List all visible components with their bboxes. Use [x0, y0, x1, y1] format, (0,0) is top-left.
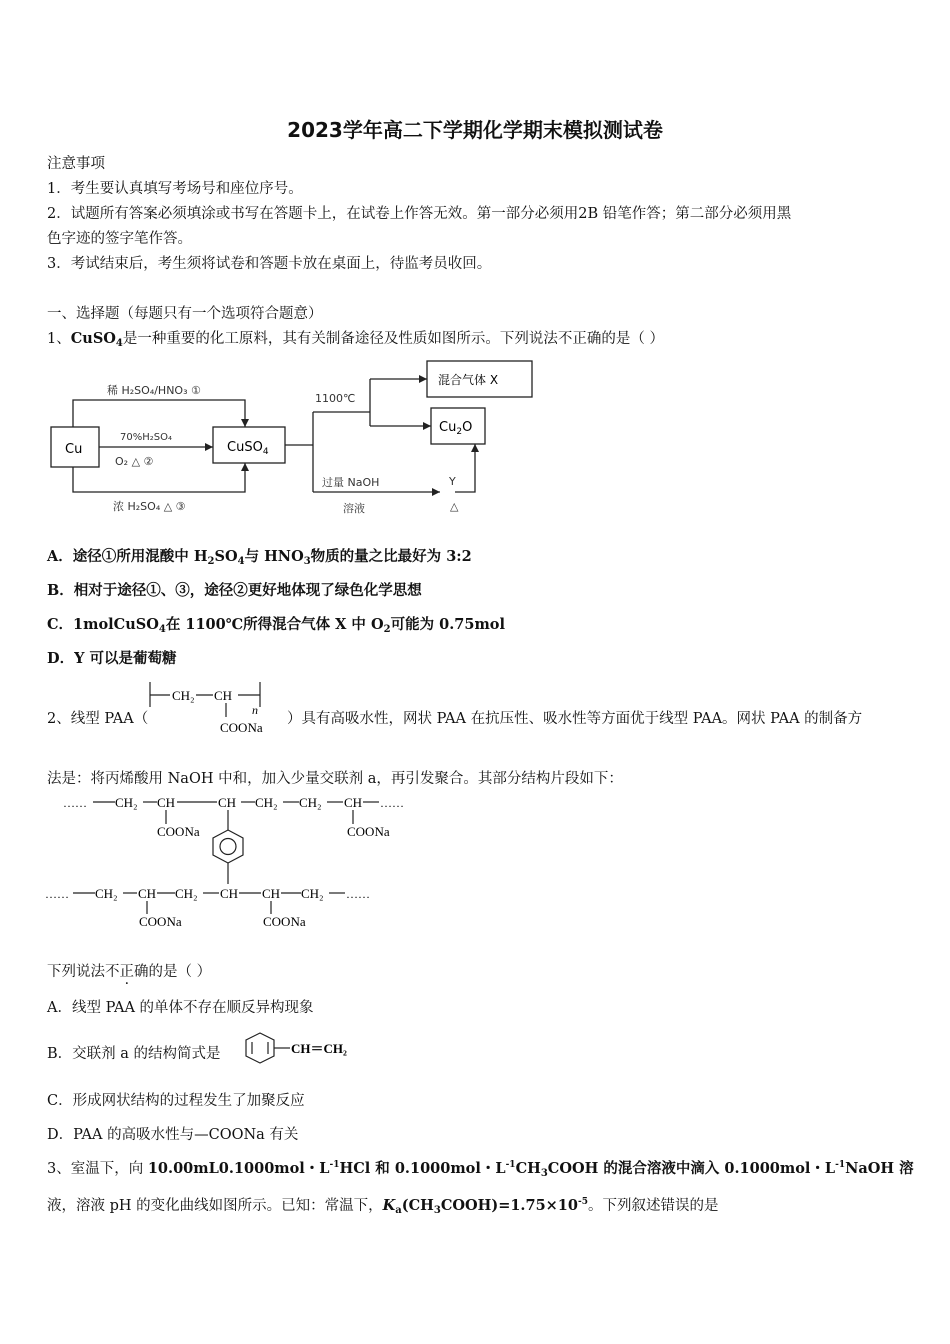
svg-text:CH₂: CH₂	[301, 886, 324, 901]
svg-text:CH: CH	[157, 795, 176, 810]
page-title: 2023学年高二下学期化学期末模拟测试卷	[287, 118, 663, 142]
cu-label: Cu	[65, 442, 83, 457]
section-heading: 一、选择题（每题只有一个选项符合题意）	[47, 306, 323, 322]
q1-option-d: D．Y 可以是葡萄糖	[47, 650, 177, 667]
svg-text:……: ……	[63, 796, 87, 810]
svg-text:CH: CH	[220, 886, 239, 901]
q3-stem-line2: 液，溶液 pH 的变化曲线如图所示。已知：常温下，$K_a(CH_3COOH)=1.75\times 10^{-5}$。下列叙述错误的是	[47, 1197, 719, 1216]
arrow-route1	[241, 419, 249, 427]
svg-text:CH₂: CH₂	[175, 886, 198, 901]
notice-item-3: 3．考试结束后，考生须将试卷和答题卡放在桌面上，待监考员收回。	[47, 256, 492, 272]
svg-text:COONa: COONa	[220, 720, 263, 735]
arrow-route3	[241, 463, 249, 471]
svg-text:COONa: COONa	[139, 914, 182, 929]
gas-x-label: 混合气体 X	[438, 373, 499, 387]
solution-label: 溶液	[343, 502, 365, 515]
svg-text:CH₂: CH₂	[299, 795, 322, 810]
svg-text:COONa: COONa	[263, 914, 306, 929]
svg-text:CH₂: CH₂	[115, 795, 138, 810]
svg-text:n: n	[252, 703, 258, 717]
arrow-cu2o	[423, 422, 431, 430]
q1-option-b: B．相对于途径①、③，途径②更好地体现了绿色化学思想	[47, 582, 422, 599]
arrow-route2	[205, 443, 213, 451]
svg-text:CH₂: CH₂	[172, 688, 195, 703]
svg-text:……: ……	[380, 796, 404, 810]
route3-label: 浓 H₂SO₄ △ ③	[113, 500, 186, 513]
q2-option-c: C．形成网状结构的过程发生了加聚反应	[47, 1093, 305, 1109]
y-label: Y	[449, 475, 456, 488]
arrow-y	[471, 444, 479, 452]
svg-text:CH: CH	[344, 795, 363, 810]
notice-item-2: 2．试题所有答案必须填涂或书写在答题卡上，在试卷上作答无效。第一部分必须用2B 铅笔作答；第二部分必须用黑	[47, 206, 792, 222]
route2-bottom-label: O₂ △ ②	[115, 455, 154, 468]
q1-option-a: A．途径①所用混酸中 $H_2SO_4$与 $HNO_3$物质的量之比最好为 3:2	[47, 548, 472, 567]
q1-option-c: C．1molCuSO$_4$在 1100℃所得混合气体 X 中 $O_2$可能为 0.75mol	[47, 616, 505, 635]
notice-heading: 注意事项	[47, 156, 105, 172]
route2-top-label: 70%H₂SO₄	[120, 432, 172, 443]
network-paa-structure	[45, 790, 405, 940]
cuso4-label: CuSO$_4$	[227, 440, 269, 457]
paa-monomer-structure	[140, 677, 285, 739]
arrow-gas	[419, 375, 427, 383]
q2-option-d: D．PAA 的高吸水性与—COONa 有关	[47, 1127, 299, 1143]
q2-option-b: B．交联剂 a 的结构简式是	[47, 1046, 221, 1062]
q2-ask: 下列说法不正确的是（ ）	[47, 964, 212, 980]
q2-stem-b: ）具有高吸水性，网状 PAA 在抗压性、吸水性等方面优于线型 PAA。网状 PAA 的制备方	[287, 711, 863, 727]
svg-text:……: ……	[346, 887, 370, 901]
q2-option-a: A．线型 PAA 的单体不存在顺反异构现象	[47, 1000, 314, 1016]
q3-stem-line1: 3、室温下，向 10.00mL0.1000mol・$L^{-1}HCl$ 和 0.1000mol・$L^{-1}CH_3COOH$ 的混合溶液中滴入 0.1000mol・$L^{-1}NaOH$ 溶	[47, 1160, 914, 1179]
svg-text:CH: CH	[218, 795, 237, 810]
svg-text:CH: CH	[214, 688, 233, 703]
svg-text:CH＝CH₂: CH＝CH₂	[291, 1041, 347, 1056]
svg-text:……: ……	[45, 887, 69, 901]
styrene-structure	[240, 1030, 360, 1066]
svg-text:CH₂: CH₂	[255, 795, 278, 810]
naoh-label: 过量 NaOH	[322, 476, 380, 489]
q2-stem-c: 法是：将丙烯酸用 NaOH 中和，加入少量交联剂 a，再引发聚合。其部分结构片段如下：	[47, 771, 623, 787]
svg-text:CH: CH	[138, 886, 157, 901]
cu2o-label: $Cu_2O$	[439, 420, 473, 437]
temp-label: 1100℃	[315, 392, 356, 405]
arrow-naoh	[432, 488, 440, 496]
notice-item-1: 1．考生要认真填写考场号和座位序号。	[47, 181, 303, 197]
q2-stem-a: 2、线型 PAA（	[47, 711, 149, 727]
q1-stem: 1、CuSO$_4$是一种重要的化工原料，其有关制备途径及性质如图所示。下列说法不正确的是（ ）	[47, 330, 664, 349]
svg-text:CH: CH	[262, 886, 281, 901]
svg-text:CH₂: CH₂	[95, 886, 118, 901]
route1-label: 稀 H₂SO₄/HNO₃ ①	[107, 384, 201, 397]
q1-flow-diagram	[45, 352, 545, 522]
svg-text:COONa: COONa	[157, 824, 200, 839]
notice-item-2-cont: 色字迹的签字笔作答。	[47, 231, 192, 247]
svg-text:COONa: COONa	[347, 824, 390, 839]
heat-label: △	[450, 500, 459, 513]
